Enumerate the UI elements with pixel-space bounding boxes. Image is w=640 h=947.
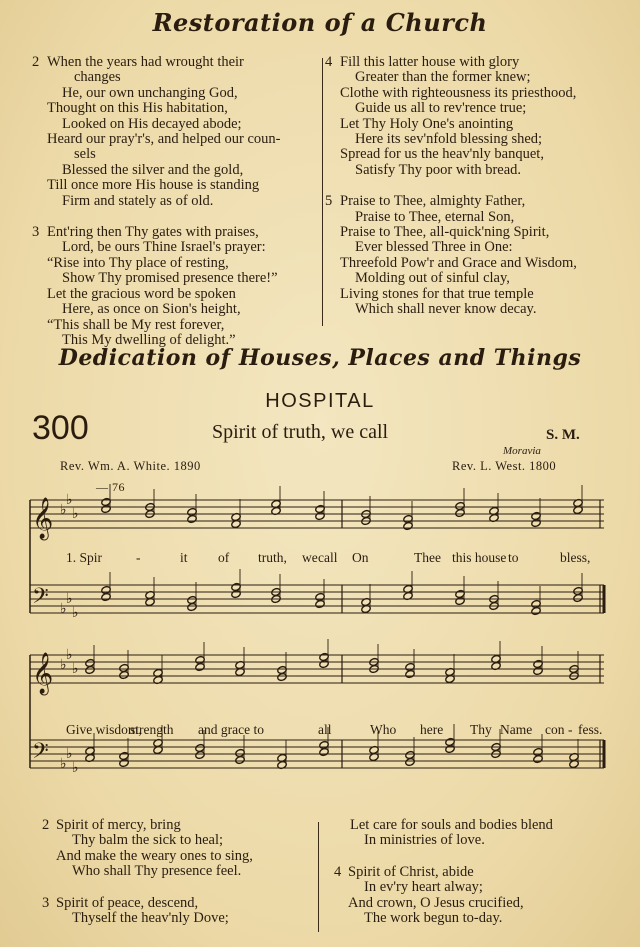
hymn-composer: Rev. L. West. 1800: [452, 459, 557, 473]
stanza-text: sels: [74, 146, 96, 163]
stanza-line: [32, 271, 317, 286]
flat-sign: ♭: [72, 661, 79, 677]
stanza: [334, 818, 624, 849]
stanza-text: Blessed the silver and the gold,: [62, 161, 244, 178]
stanza-line: [32, 240, 317, 255]
stanza-text: Till once more His house is standing: [47, 177, 260, 194]
lyrics-system-2: [0, 722, 640, 740]
flat-sign: ♭: [60, 756, 67, 772]
stanza-text: Spread for us the heav'nly banquet,: [340, 146, 544, 163]
restoration-heading: Restoration of a Church: [152, 8, 488, 37]
stanza-line: [32, 117, 317, 132]
stanza-text: The work begun to-day.: [364, 910, 503, 927]
stanza-text: Here, as once on Sion's height,: [62, 301, 241, 318]
stanza: [325, 55, 625, 178]
stanza-text: Clothe with righteousness its priesthood,: [340, 84, 577, 101]
clef-glyph: 𝄞: [32, 653, 54, 694]
music-score: [0, 470, 640, 870]
stanza-text: Heard our pray'r's, and helped our coun-: [47, 131, 281, 148]
stanza-text: When the years had wrought their: [47, 54, 244, 70]
lyric-syllable: con: [545, 722, 565, 737]
flat-sign: ♭: [72, 506, 79, 522]
stanza-number: 2: [42, 817, 50, 833]
stanza-line: [32, 194, 317, 209]
bottom-column-divider: [318, 822, 319, 932]
lyric-syllable: and grace to: [198, 722, 264, 737]
lyric-syllable: we: [302, 550, 318, 565]
stanza-text: changes: [74, 69, 121, 86]
stanza: [32, 55, 317, 209]
stanza-text: Thy balm the sick to heal;: [72, 832, 224, 849]
stanza-line: [32, 302, 317, 317]
stanza-text: Spirit of mercy, bring: [56, 817, 181, 833]
stanza-number: 3: [42, 894, 50, 911]
lyric-syllable: to: [508, 550, 519, 565]
hymn-number: 300: [32, 409, 89, 447]
stanza-line: [325, 256, 625, 271]
stanza-line: [32, 55, 317, 70]
stanza-number: 4: [325, 54, 333, 70]
stanza-line: [42, 896, 312, 911]
stanza-number: 2: [32, 54, 40, 70]
flat-sign: ♭: [72, 760, 79, 776]
stanza-text: Fill this latter house with glory: [340, 54, 520, 70]
lyric-syllable: strength: [130, 722, 174, 737]
stanza-text: Lord, be ours Thine Israel's prayer:: [62, 239, 266, 256]
hymn-tune-title: HOSPITAL: [265, 390, 375, 412]
stanza-line: [42, 818, 312, 833]
stanza-text: Praise to Thee, almighty Father,: [340, 193, 526, 210]
stanza-line: [334, 818, 624, 833]
stanza-line: [334, 865, 624, 880]
stanza-line: [32, 86, 317, 101]
stanza-line: [334, 880, 624, 895]
column-divider: [322, 58, 323, 326]
stanza-text: Molding out of sinful clay,: [355, 270, 510, 287]
lyric-syllable: fess.: [578, 722, 603, 737]
stanza-line: [325, 147, 625, 162]
lyric-syllable: call: [318, 550, 338, 565]
stanza-text: Thyself the heav'nly Dove;: [72, 910, 229, 927]
stanza-line: [32, 178, 317, 193]
flat-sign: ♭: [66, 647, 73, 663]
metronome-marking: — 76: [96, 480, 125, 494]
stanza-line: [32, 101, 317, 116]
stanza-text: Praise to Thee, eternal Son,: [355, 208, 515, 225]
stanza-line: [32, 225, 317, 240]
stanza-line: [32, 70, 317, 85]
clef-glyph: 𝄢: [32, 584, 49, 614]
stanza-line: [325, 132, 625, 147]
stanza-line: [32, 147, 317, 162]
stanza-text: Which shall never know decay.: [355, 301, 537, 318]
stanza-line: [32, 256, 317, 271]
stanza-line: [325, 101, 625, 116]
stanza-line: [32, 163, 317, 178]
lyrics-system-1: [0, 550, 640, 568]
bottom-right-stanzas: [334, 818, 624, 926]
stanza-line: [42, 833, 312, 848]
stanza-line: [42, 911, 312, 926]
stanza-text: Let care for souls and bodies blend: [350, 817, 553, 833]
lyric-syllable: Thy: [470, 722, 492, 737]
lyric-syllable: -: [136, 550, 141, 565]
stanza-text: Firm and stately as of old.: [62, 192, 214, 209]
stanza-text: “Rise into Thy place of resting,: [47, 254, 229, 271]
lyric-syllable: truth,: [258, 550, 287, 565]
stanza-text: And make the weary ones to sing,: [56, 847, 253, 864]
flat-sign: ♭: [72, 605, 79, 621]
hymn-author: Rev. Wm. A. White. 1890: [60, 459, 201, 473]
stanza-line: [325, 70, 625, 85]
stanza-text: In ev'ry heart alway;: [364, 879, 483, 896]
stanza: [42, 896, 312, 927]
stanza-text: This My dwelling of delight.”: [62, 331, 236, 348]
stanza-line: [42, 864, 312, 879]
section-heading: Dedication of Houses, Places and Things: [58, 345, 582, 371]
hymn-meter: S. M.: [546, 427, 580, 443]
stanza-text: Show Thy promised presence there!”: [62, 270, 278, 287]
stanza-line: [325, 210, 625, 225]
bottom-left-stanzas: [42, 818, 312, 926]
stanza-text: Let Thy Holy One's anointing: [340, 115, 514, 132]
stanza: [334, 865, 624, 927]
hymn-tune-name: Moravia: [503, 445, 541, 457]
stanza-text: Who shall Thy presence feel.: [72, 863, 242, 880]
stanza-line: [334, 833, 624, 848]
stanza-text: He, our own unchanging God,: [62, 84, 238, 101]
stanza-line: [325, 194, 625, 209]
stanza-line: [32, 132, 317, 147]
stanza-text: Here its sev'nfold blessing shed;: [355, 131, 543, 148]
stanza-number: 5: [325, 193, 333, 210]
lyric-syllable: all: [318, 722, 332, 737]
stanza-text: Living stones for that true temple: [340, 285, 534, 302]
lyric-syllable: 1. Spir: [66, 550, 103, 565]
stanza-line: [325, 55, 625, 70]
lyric-syllable: Thee: [414, 550, 441, 565]
stanza-text: Let the gracious word be spoken: [47, 285, 236, 302]
clef-glyph: 𝄞: [32, 498, 54, 539]
stanza-text: Spirit of peace, descend,: [56, 894, 199, 911]
lyric-syllable: Give wisdom,: [66, 722, 142, 737]
stanza-text: And crown, O Jesus crucified,: [348, 894, 524, 911]
flat-sign: ♭: [66, 591, 73, 607]
stanza: [32, 225, 317, 348]
lyric-syllable: bless,: [560, 550, 591, 565]
stanza-text: Spirit of Christ, abide: [348, 863, 474, 880]
stanza-number: 3: [32, 224, 40, 241]
stanza-text: Thought on this His habitation,: [47, 100, 228, 117]
flat-sign: ♭: [66, 746, 73, 762]
stanza-text: Praise to Thee, all-quick'ning Spirit,: [340, 224, 550, 241]
restoration-left-stanzas: [32, 55, 317, 348]
lyric-syllable: Who: [370, 722, 397, 737]
stanza-line: [325, 225, 625, 240]
clef-glyph: 𝄢: [32, 739, 49, 769]
stanza-line: [325, 86, 625, 101]
stanza-line: [42, 849, 312, 864]
stanza-text: Ever blessed Three in One:: [355, 239, 513, 256]
stanza-line: [32, 318, 317, 333]
hymn-first-line: Spirit of truth, we call: [212, 421, 389, 443]
stanza-line: [325, 287, 625, 302]
flat-sign: ♭: [60, 657, 67, 673]
stanza: [42, 818, 312, 880]
stanza-line: [325, 117, 625, 132]
stanza: [325, 194, 625, 317]
stanza-text: Looked on His decayed abode;: [62, 115, 242, 132]
stanza-line: [325, 302, 625, 317]
flat-sign: ♭: [60, 601, 67, 617]
lyric-syllable: -: [568, 722, 573, 737]
stanza-text: “This shall be My rest forever,: [47, 316, 225, 333]
stanza-line: [334, 896, 624, 911]
stanza-line: [325, 163, 625, 178]
stanza-text: In ministries of love.: [364, 832, 485, 849]
stanza-line: [325, 271, 625, 286]
lyric-syllable: Name: [500, 722, 533, 737]
stanza-number: 4: [334, 863, 342, 880]
flat-sign: ♭: [60, 502, 67, 518]
flat-sign: ♭: [66, 492, 73, 508]
lyric-syllable: this house: [452, 550, 507, 565]
lyric-syllable: it: [180, 550, 188, 565]
stanza-text: Guide us all to rev'rence true;: [355, 100, 527, 117]
stanza-line: [325, 240, 625, 255]
stanza-line: [334, 911, 624, 926]
lyric-syllable: here: [420, 722, 444, 737]
lyric-syllable: On: [352, 550, 369, 565]
stanza-text: Greater than the former knew;: [355, 69, 531, 86]
stanza-text: Threefold Pow'r and Grace and Wisdom,: [340, 254, 577, 271]
restoration-right-stanzas: [325, 55, 625, 318]
stanza-text: Ent'ring then Thy gates with praises,: [47, 224, 259, 241]
stanza-line: [32, 287, 317, 302]
lyric-syllable: of: [218, 550, 230, 565]
stanza-text: Satisfy Thy poor with bread.: [355, 161, 522, 178]
